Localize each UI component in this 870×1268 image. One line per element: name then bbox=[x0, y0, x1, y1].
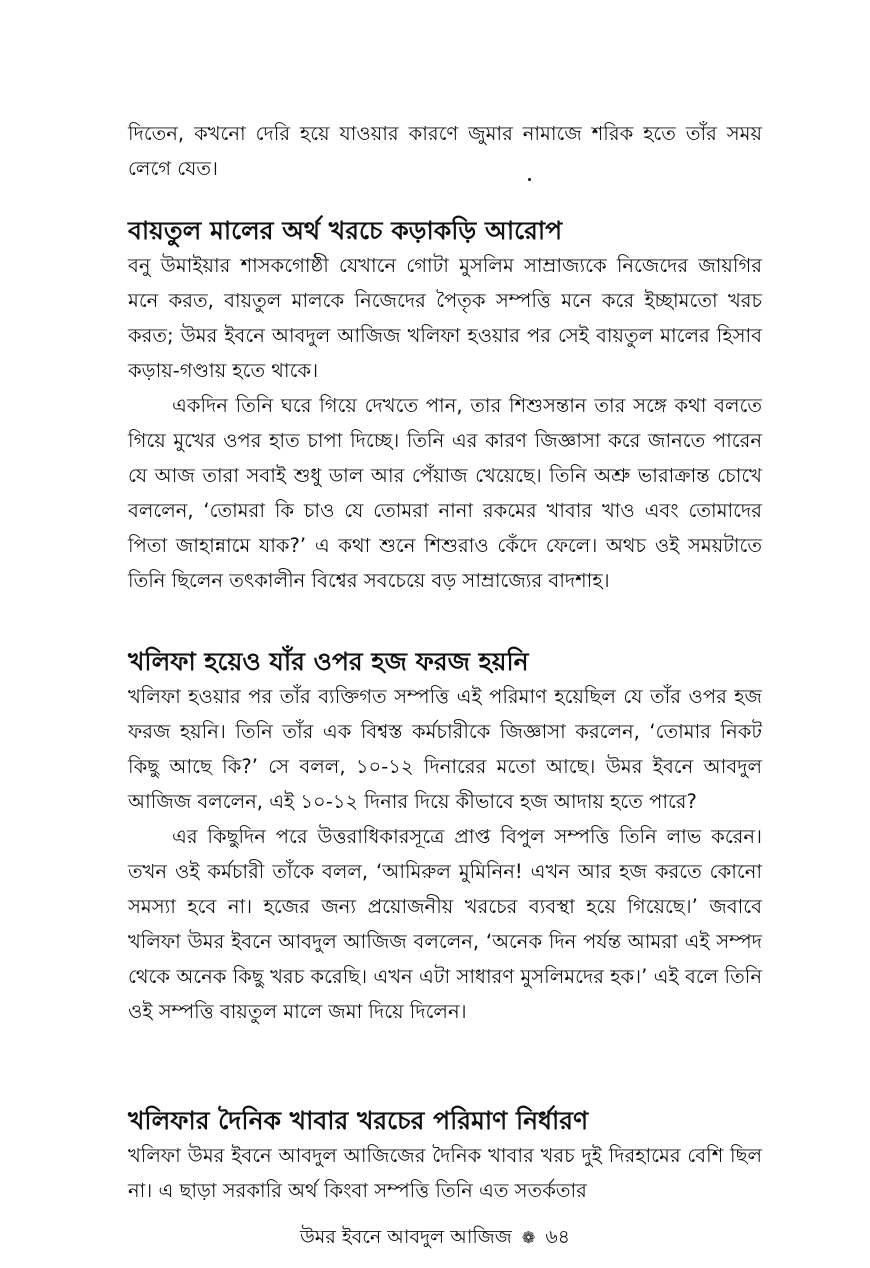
page-number: ৬৪ bbox=[545, 1226, 570, 1248]
section-paragraph: এর কিছুদিন পরে উত্তরাধিকারসূত্রে প্রাপ্ত বিপুল সম্পত্তি তিনি লাভ করেন। তখন ওই কর্মচারী তাঁকে বলল, ‘আমিরুল মুমিনিন! এখন আর হজ করতে কোনো সমস্যা হবে না। হজের জন্য প্রয়োজনীয় খরচের ব্যবস্থা হয়ে গিয়েছে।’ জবাবে খলিফা উমর ইবনে আবদুল আজিজ বললেন, ‘অনেক দিন পর্যন্ত আমরা এই সম্পদ থেকে অনেক কিছু খরচ করেছি। এখন এটা সাধারণ মুসলিমদের হক।’ এই বলে তিনি ওই সম্পত্তি বায়তুল মালে জমা দিয়ে দিলেন। bbox=[128, 825, 762, 1023]
intro-paragraph: দিতেন, কখনো দেরি হয়ে যাওয়ার কারণে জুমার নামাজে শরিক হতে তাঁর সময় লেগে যেত। bbox=[128, 122, 762, 180]
section-heading: বায়তুল মালের অর্থ খরচে কড়াকড়ি আরোপ bbox=[128, 216, 563, 245]
intro-block bbox=[128, 116, 762, 186]
section-baitul-mal bbox=[128, 214, 762, 598]
section-heading: খলিফা হয়েও যাঁর ওপর হজ ফরজ হয়নি bbox=[128, 647, 529, 676]
section-paragraph: খলিফা হওয়ার পর তাঁর ব্যক্তিগত সম্পত্তি এই পরিমাণ হয়েছিল যে তাঁর ওপর হজ ফরজ হয়নি। তিনি তাঁর এক বিশ্বস্ত কর্মচারীকে জিজ্ঞাসা করলেন, ‘তোমার নিকট কিছু আছে কি?’ সে বলল, ১০-১২ দিনারের মতো আছে। উমর ইবনে আবদুল আজিজ বললেন, এই ১০-১২ দিনার দিয়ে কীভাবে হজ আদায় হতে পারে? bbox=[128, 685, 762, 813]
section-heading: খলিফার দৈনিক খাবার খরচের পরিমাণ নির্ধারণ bbox=[128, 1106, 589, 1135]
page-footer bbox=[0, 1224, 870, 1251]
section-paragraph: বনু উমাইয়ার শাসকগোষ্ঠী যেখানে গোটা মুসলিম সাম্রাজ্যকে নিজেদের জায়গির মনে করত, বায়তুল মালকে নিজেদের পৈতৃক সম্পত্তি মনে করে ইচ্ছামতো খরচ করত; উমর ইবনে আবদুল আজিজ খলিফা হওয়ার পর সেই বায়তুল মালের হিসাব কড়ায়-গণ্ডায় হতে থাকে। bbox=[128, 254, 762, 382]
section-daily-food bbox=[128, 1104, 762, 1208]
section-paragraph: খলিফা উমর ইবনে আবদুল আজিজের দৈনিক খাবার খরচ দুই দিরহামের বেশি ছিল না। এ ছাড়া সরকারি অর্থ কিংবা সম্পত্তি তিনি এত সতর্কতার bbox=[128, 1144, 762, 1202]
section-paragraph: একদিন তিনি ঘরে গিয়ে দেখতে পান, তার শিশুসন্তান তার সঙ্গে কথা বলতে গিয়ে মুখের ওপর হাত চাপা দিচ্ছে। তিনি এর কারণ জিজ্ঞাসা করে জানতে পারেন যে আজ তারা সবাই শুধু ডাল আর পেঁয়াজ খেয়েছে। তিনি অশ্রু ভারাক্রান্ত চোখে বললেন, ‘তোমরা কি চাও যে তোমরা নানা রকমের খাবার খাও এবং তোমাদের পিতা জাহান্নামে যাক?’ এ কথা শুনে শিশুরাও কেঁদে ফেলে। অথচ ওই সময়টাতে তিনি ছিলেন তৎকালীন বিশ্বের সবচেয়ে বড় সাম্রাজ্যের বাদশাহ। bbox=[128, 394, 762, 592]
footer-book-title: উমর ইবনে আবদুল আজিজ bbox=[299, 1226, 512, 1248]
flower-separator-icon: ❁ bbox=[521, 1228, 536, 1247]
stray-dot-mark bbox=[528, 178, 531, 181]
section-hajj bbox=[128, 645, 762, 1029]
